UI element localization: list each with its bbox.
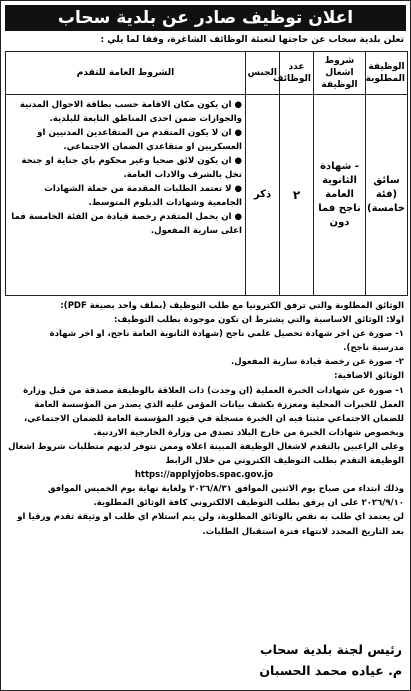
condition-item: ● ان لا يكون المتقدم من المتقاعدين المدنيين او العسكريين او متقاعدي الضمان الاجتماعي. bbox=[37, 128, 242, 152]
cell-gender: ذكر bbox=[246, 95, 280, 296]
signature-name: م. عياده محمد الحسبان bbox=[259, 663, 402, 678]
header-count: عدد الوظائف bbox=[280, 52, 314, 95]
cell-job: سائق (فئة خامسة) bbox=[366, 95, 408, 296]
condition-item: ● ان يكون مكان الاقامة حسب بطاقة الاحوال المدنية والجوازات ضمن احدى المناطق التابعة للبلدية. bbox=[19, 100, 242, 124]
condition-item: ● لا تعتمد الطلبات المقدمة من حملة الشهادات الجامعية وشهادات الدبلوم المتوسط. bbox=[44, 184, 242, 208]
cell-count: ٢ bbox=[280, 95, 314, 296]
header-conditions: الشروط العامة للتقدم bbox=[6, 52, 246, 95]
body-line: العمل للخبرات المحلية ومعززة بكشف بيانات المؤمن عليه الذي يصدر من المؤسسة العامة bbox=[34, 399, 404, 410]
body-line: للضمان الاجتماعي مثبتا فيه ان الخبرة مسجلة في قيود المؤسسة العامة للضمان الاجتماعي، bbox=[24, 413, 404, 424]
body-line: لن يعتمد اي طلب به نقص بالوثائق المطلوبة، ولن يتم استلام اي طلب او وثيقة تقدم ورقيا او bbox=[17, 512, 404, 523]
intro-text: تعلن بلدية سحاب عن حاجتها لتعبئة الوظائف الشاغرة، وفقا لما يلي : bbox=[100, 35, 404, 45]
condition-item: ● ان يحمل المتقدم رخصة قيادة من الفئة الخامسة فما اعلى سارية المفعول. bbox=[11, 212, 242, 236]
body-line: ٢٠٢٦/٩/١٠ على ان يرفق بطلب التوظيف الالكتروني كافة الوثائق المطلوبة. bbox=[93, 498, 404, 509]
body-line: وبخصوص شهادات الخبرة من خارج البلاد تصدق من وزارة الخارجية الاردنية. bbox=[93, 427, 404, 438]
body-line: الوثائق المطلوبة والتي ترفق الكترونيا مع طلب التوظيف (بملف واحد بصيغة PDF): bbox=[60, 301, 404, 311]
body-line: الوثائق الاضافية: bbox=[334, 371, 404, 382]
body-line: اولا: الوثائق الاساسية والتي يشترط ان تكون موجودة بطلب التوظيف: bbox=[113, 315, 404, 326]
jobs-table bbox=[5, 51, 408, 296]
table-row bbox=[6, 95, 408, 296]
announcement-title: اعلان توظيف صادر عن بلدية سحاب bbox=[5, 5, 406, 31]
body-line: بعد التاريخ المحدد لانتهاء فترة استقبال الطلبات. bbox=[202, 526, 404, 537]
header-gender: الجنس bbox=[246, 52, 280, 95]
cell-conditions bbox=[6, 95, 246, 296]
signature-title: رئيس لجنة بلدية سحاب bbox=[260, 642, 402, 657]
header-requirements: شروط اشغال الوظيفة bbox=[314, 52, 366, 95]
body-line: وعلى الراغبين بالتقدم لاشغال الوظيفة المبينة اعلاه وممن تتوفر لديهم متطلبات شروط اشغال bbox=[8, 441, 404, 452]
announcement-body bbox=[4, 299, 404, 539]
body-line: ١- صورة عن شهادات الخبرة العملية (ان وجدت) ذات العلاقة بالوظيفة مصدقة من قبل وزارة bbox=[23, 385, 404, 396]
body-line: وذلك ابتداء من صباح يوم الاثنين الموافق ٢٠٢٦/٨/٣١ ولغاية نهاية يوم الخميس الموافق bbox=[47, 484, 404, 495]
table-header-row bbox=[6, 52, 408, 95]
apply-link[interactable]: https://applyjobs.spac.gov.jo bbox=[134, 470, 274, 481]
body-line: ١- صورة عن اخر شهادة تحصيل علمي ناجح (شهادة الثانوية العامة ناجح، او اخر شهادة bbox=[49, 329, 404, 340]
cell-requirements: - شهادة الثانوية العامة ناجح فما دون bbox=[314, 95, 366, 296]
body-line: ٢- صورة عن رخصة قيادة سارية المفعول. bbox=[231, 357, 404, 368]
body-line: الوظيفة التقدم بطلب التوظيف الكتروني من خلال الرابط bbox=[165, 456, 404, 467]
body-line: مدرسية ناجح). bbox=[343, 343, 404, 354]
header-job: الوظيفة المطلوبة bbox=[366, 52, 408, 95]
condition-item: ● ان يكون لائق صحيا وغير محكوم باي جناية او جنحة تخل بالشرف والاداب العامة. bbox=[21, 156, 242, 180]
